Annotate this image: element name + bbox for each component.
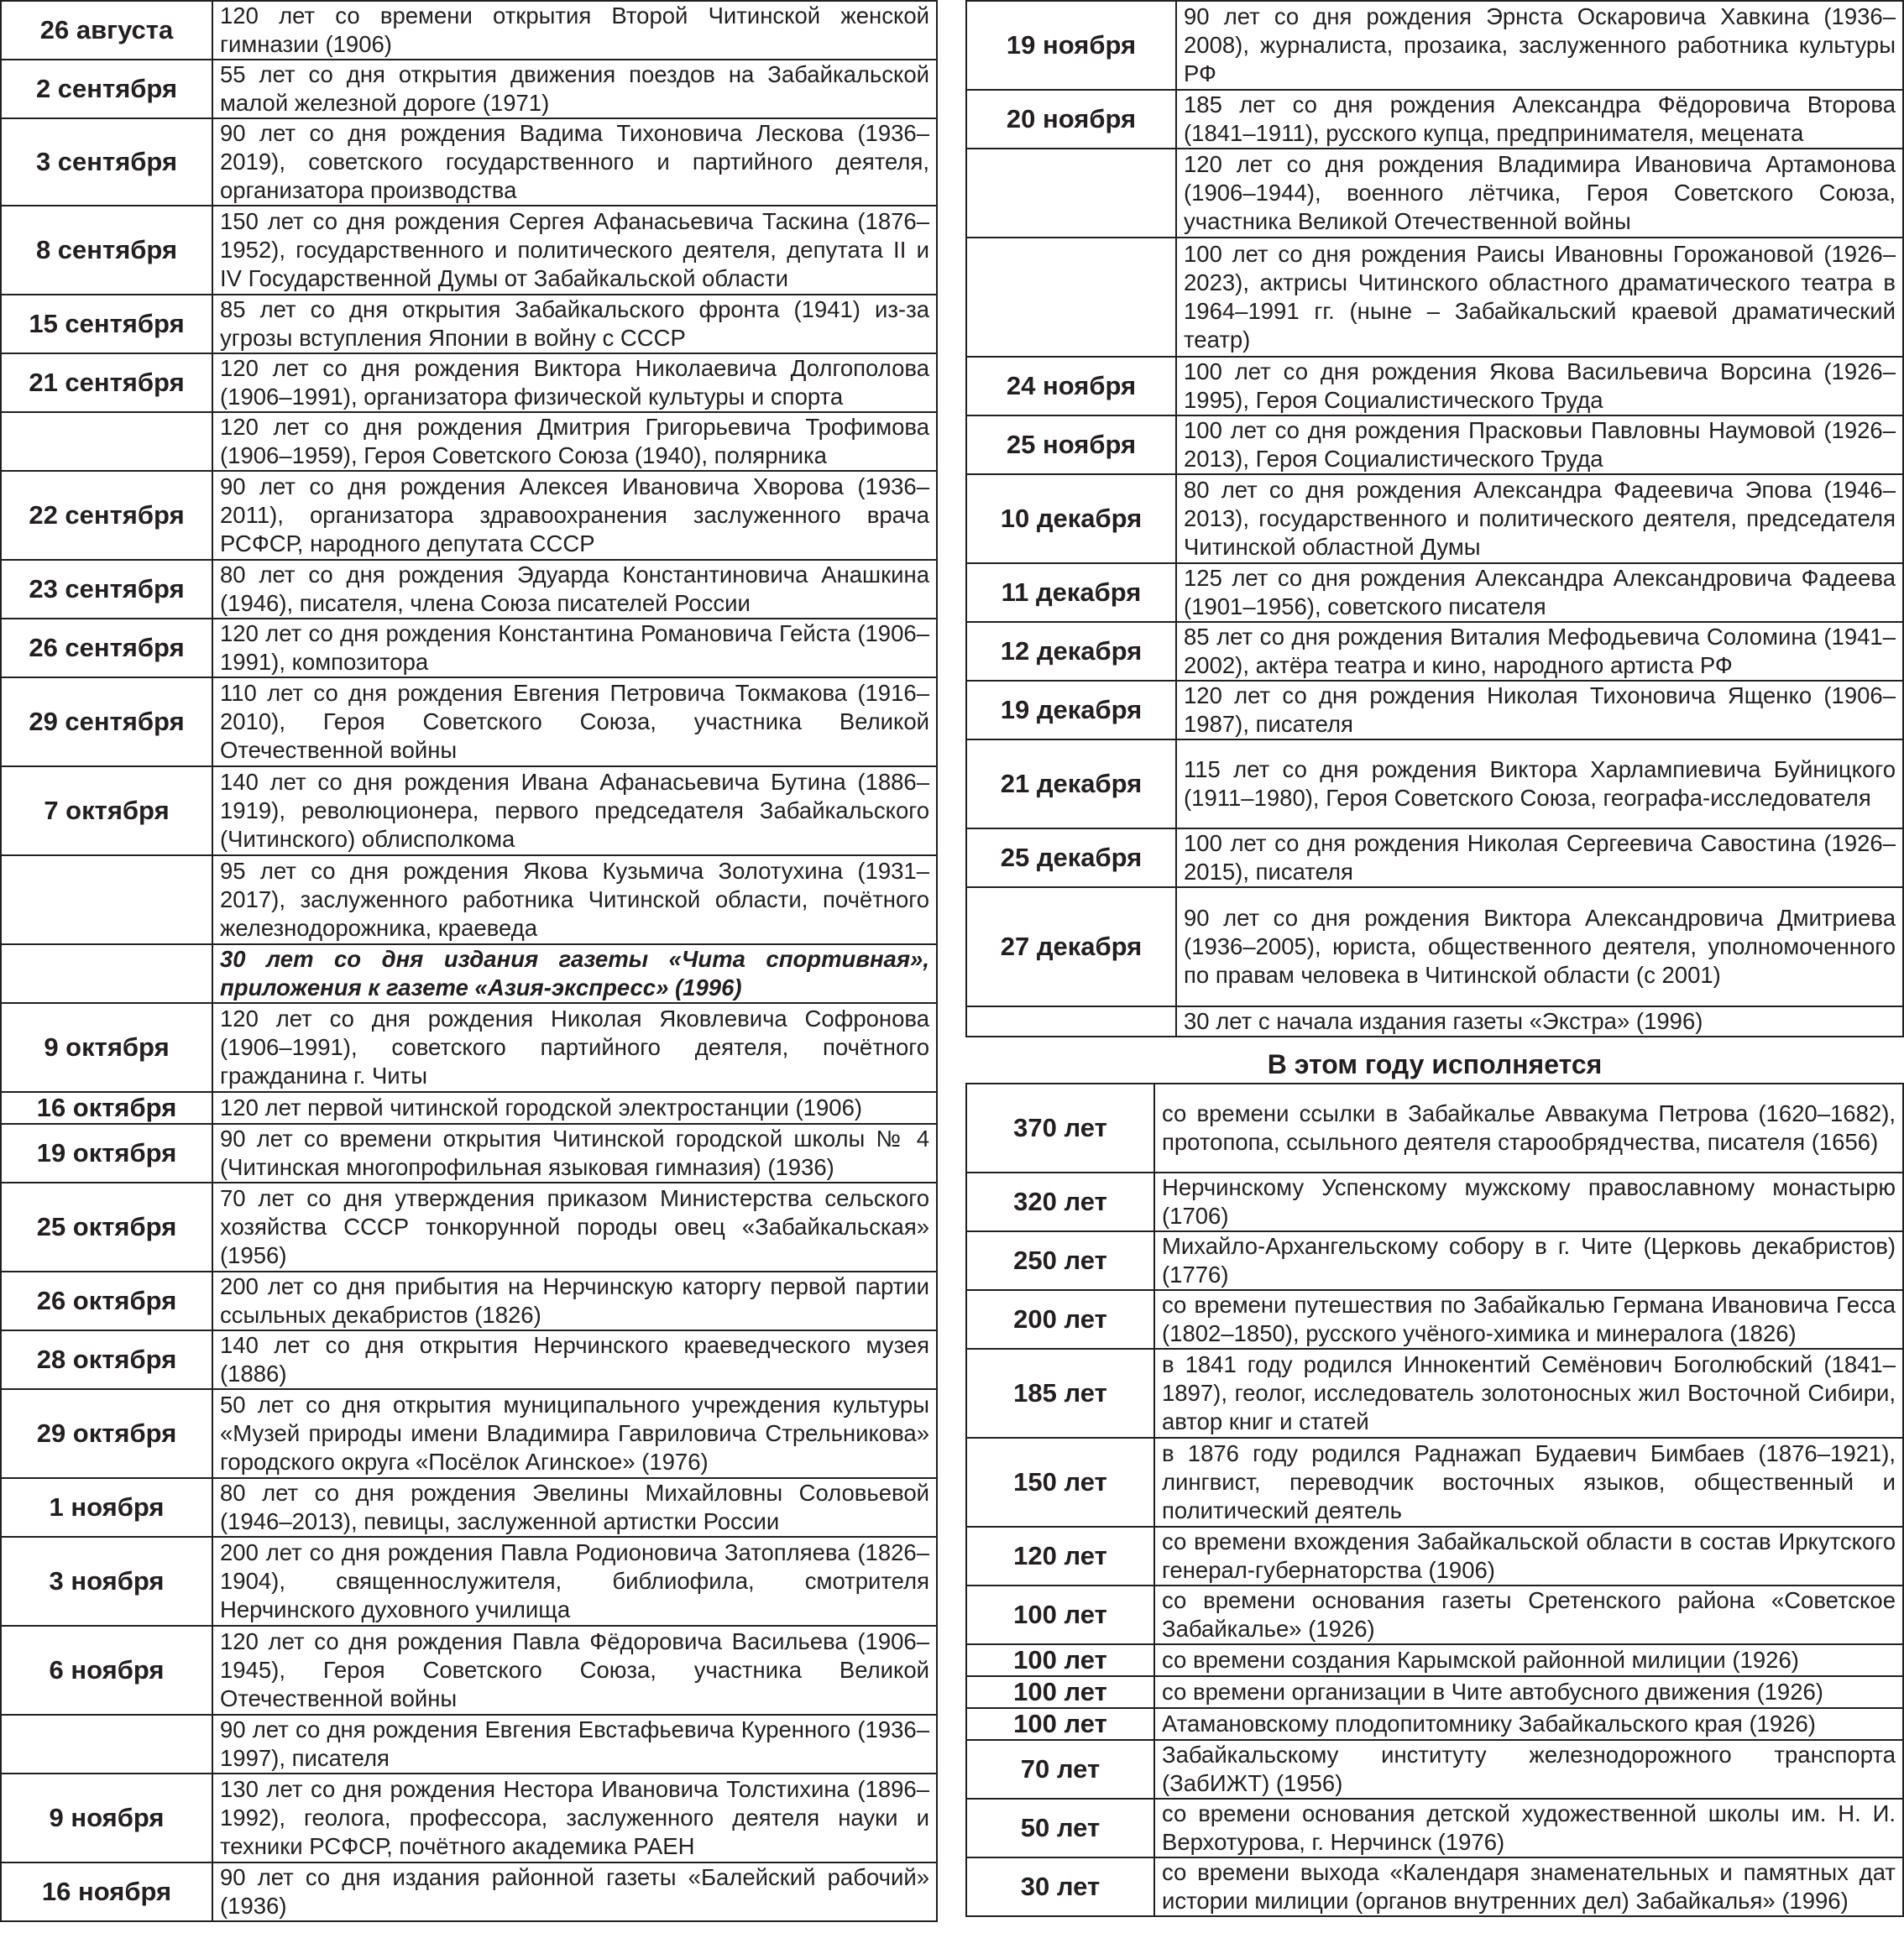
- event-text: Нерчинскому Успенскому мужскому православному монастырю (1706): [1154, 1173, 1903, 1231]
- anniversary-row: [966, 1644, 1903, 1676]
- left-column: [0, 0, 938, 1922]
- event-date: 23 сентября: [1, 560, 212, 619]
- event-date: 26 октября: [1, 1272, 212, 1330]
- event-date: 28 октября: [1, 1330, 212, 1389]
- calendar-row: [1, 471, 937, 560]
- anniversary-row: [966, 1527, 1903, 1586]
- event-date: 20 ноября: [966, 90, 1176, 149]
- event-text: 120 лет со дня рождения Константина Романовича Гейста (1906–1991), композитора: [212, 619, 937, 677]
- calendar-row: [1, 295, 937, 353]
- event-date: 27 декабря: [966, 887, 1176, 1006]
- calendar-row: [1, 1, 937, 60]
- anniversary-row: [966, 1173, 1903, 1231]
- event-date: 29 октября: [1, 1389, 212, 1478]
- event-text: 110 лет со дня рождения Евгения Петровича Токмакова (1916–2010), Героя Советского Союза, участника Великой Отечественной войны: [212, 677, 937, 766]
- event-text: в 1876 году родился Раднажап Будаевич Бимбаев (1876–1921), лингвист, переводчик восточных языков, общественный и политический деятель: [1154, 1438, 1903, 1527]
- calendar-row: [1, 1537, 937, 1626]
- calendar-row: [966, 739, 1903, 828]
- anniversary-years: 250 лет: [966, 1231, 1154, 1290]
- anniversary-years: 50 лет: [966, 1799, 1154, 1857]
- event-text: 85 лет со дня рождения Виталия Мефодьевича Соломина (1941–2002), актёра театра и кино, народного артиста РФ: [1176, 622, 1903, 681]
- calendar-row: [1, 1183, 937, 1272]
- event-text: 90 лет со дня рождения Виктора Александровича Дмитриева (1936–2005), юриста, общественного деятеля, уполномоченного по правам человека в Читинской области (с 2001): [1176, 887, 1903, 1006]
- anniversary-row: [966, 1438, 1903, 1527]
- event-text: 30 лет со дня издания газеты «Чита спортивная», приложения к газете «Азия-экспресс» (1996): [212, 944, 937, 1003]
- event-text: Михайло-Архангельскому собору в г. Чите (Церковь декабристов) (1776): [1154, 1231, 1903, 1290]
- event-date: [966, 238, 1176, 357]
- calendar-row: [966, 149, 1903, 238]
- calendar-row: [1, 944, 937, 1003]
- calendar-row: [1, 560, 937, 619]
- event-text: со времени основания газеты Сретенского района «Советское Забайкалье» (1926): [1154, 1586, 1903, 1644]
- event-text: 120 лет со дня рождения Павла Фёдоровича Васильева (1906–1945), Героя Советского Союза, участника Великой Отечественной войны: [212, 1626, 937, 1715]
- calendar-row: [1, 353, 937, 412]
- event-text: 125 лет со дня рождения Александра Александровича Фадеева (1901–1956), советского писателя: [1176, 563, 1903, 622]
- event-date: 3 сентября: [1, 118, 212, 206]
- event-text: 185 лет со дня рождения Александра Фёдоровича Второва (1841–1911), русского купца, предпринимателя, мецената: [1176, 90, 1903, 149]
- event-text: 100 лет со дня рождения Якова Васильевича Ворсина (1926–1995), Героя Социалистического Труда: [1176, 357, 1903, 415]
- event-text: 140 лет со дня рождения Ивана Афанасьевича Бутина (1886–1919), революционера, первого председателя Забайкальского (Читинского) облисполкома: [212, 766, 937, 855]
- event-date: 21 декабря: [966, 739, 1176, 828]
- calendar-row: [1, 1774, 937, 1862]
- event-text: 90 лет со дня рождения Евгения Евстафьевича Куренного (1936–1997), писателя: [212, 1715, 937, 1774]
- calendar-row: [966, 563, 1903, 622]
- calendar-row: [966, 887, 1903, 1006]
- event-text: 120 лет со дня рождения Виктора Николаевича Долгополова (1906–1991), организатора физической культуры и спорта: [212, 353, 937, 412]
- anniversary-row: [966, 1231, 1903, 1290]
- event-text: 80 лет со дня рождения Эдуарда Константиновича Анашкина (1946), писателя, члена Союза писателей России: [212, 560, 937, 619]
- event-date: 19 декабря: [966, 681, 1176, 739]
- anniversary-years: 120 лет: [966, 1527, 1154, 1586]
- calendar-row: [1, 1092, 937, 1124]
- calendar-row: [1, 766, 937, 855]
- event-text: 120 лет со дня рождения Николая Тихоновича Ященко (1906–1987), писателя: [1176, 681, 1903, 739]
- calendar-row: [1, 619, 937, 677]
- anniversary-table: [965, 1083, 1904, 1917]
- event-text: 200 лет со дня прибытия на Нерчинскую каторгу первой партии ссыльных декабристов (1826): [212, 1272, 937, 1330]
- event-text: Забайкальскому институту железнодорожного транспорта (ЗабИЖТ) (1956): [1154, 1740, 1903, 1799]
- anniversary-years: 370 лет: [966, 1084, 1154, 1173]
- event-text: 130 лет со дня рождения Нестора Ивановича Толстихина (1896–1992), геолога, профессора, заслуженного деятеля науки и техники РСФСР, почётного академика РАЕН: [212, 1774, 937, 1862]
- calendar-row: [966, 1, 1903, 90]
- event-text: со времени ссылки в Забайкалье Аввакума Петрова (1620–1682), протопопа, ссыльного деятеля старообрядчества, писателя (1656): [1154, 1084, 1903, 1173]
- event-text: 140 лет со дня открытия Нерчинского краеведческого музея (1886): [212, 1330, 937, 1389]
- event-date: 21 сентября: [1, 353, 212, 412]
- event-date: 2 сентября: [1, 60, 212, 118]
- calendar-row: [966, 238, 1903, 357]
- event-text: 90 лет со дня рождения Алексея Ивановича Хворова (1936–2011), организатора здравоохранения заслуженного врача РСФСР, народного депутата СССР: [212, 471, 937, 560]
- event-date: 8 сентября: [1, 206, 212, 295]
- event-text: 200 лет со дня рождения Павла Родионовича Затопляева (1826–1904), священнослужителя, библиофила, смотрителя Нерчинского духовного училища: [212, 1537, 937, 1626]
- event-date: 25 декабря: [966, 828, 1176, 887]
- anniversary-years: 200 лет: [966, 1290, 1154, 1349]
- anniversary-row: [966, 1290, 1903, 1349]
- event-date: [966, 149, 1176, 238]
- calendar-row: [966, 357, 1903, 415]
- event-date: 19 октября: [1, 1124, 212, 1183]
- event-text: со времени создания Карымской районной милиции (1926): [1154, 1644, 1903, 1676]
- event-date: 1 ноября: [1, 1478, 212, 1537]
- event-date: 24 ноября: [966, 357, 1176, 415]
- event-text: 115 лет со дня рождения Виктора Харлампиевича Буйницкого (1911–1980), Героя Советского Союза, географа-исследователя: [1176, 739, 1903, 828]
- event-text: 85 лет со дня открытия Забайкальского фронта (1941) из-за угрозы вступления Японии в войну с СССР: [212, 295, 937, 353]
- event-text: 70 лет со дня утверждения приказом Министерства сельского хозяйства СССР тонкорунной породы овец «Забайкальская» (1956): [212, 1183, 937, 1272]
- anniversary-years: 185 лет: [966, 1349, 1154, 1438]
- event-date: 25 октября: [1, 1183, 212, 1272]
- calendar-row: [1, 855, 937, 944]
- calendar-row: [1, 1478, 937, 1537]
- calendar-row: [966, 415, 1903, 474]
- event-text: 100 лет со дня рождения Николая Сергеевича Савостина (1926–2015), писателя: [1176, 828, 1903, 887]
- calendar-row: [1, 1330, 937, 1389]
- event-date: 19 ноября: [966, 1, 1176, 90]
- event-date: 26 августа: [1, 1, 212, 60]
- event-text: 30 лет с начала издания газеты «Экстра» (1996): [1176, 1006, 1903, 1037]
- event-text: 100 лет со дня рождения Прасковьи Павловны Наумовой (1926–2013), Героя Социалистического Труда: [1176, 415, 1903, 474]
- event-date: 29 сентября: [1, 677, 212, 766]
- anniversary-years: 70 лет: [966, 1740, 1154, 1799]
- calendar-row: [966, 474, 1903, 563]
- calendar-row: [966, 828, 1903, 887]
- event-text: 120 лет первой читинской городской электростанции (1906): [212, 1092, 937, 1124]
- event-text: со времени выхода «Календаря знаменательных и памятных дат истории милиции (органов внутренних дел) Забайкалья» (1996): [1154, 1857, 1903, 1916]
- event-date: 25 ноября: [966, 415, 1176, 474]
- calendar-row: [1, 1715, 937, 1774]
- event-date: [1, 855, 212, 944]
- anniversary-years: 30 лет: [966, 1857, 1154, 1916]
- calendar-row: [966, 622, 1903, 681]
- right-calendar-table: [965, 0, 1904, 1037]
- anniversary-row: [966, 1084, 1903, 1173]
- anniversary-years: 100 лет: [966, 1708, 1154, 1740]
- event-date: [966, 1006, 1176, 1037]
- calendar-row: [1, 1626, 937, 1715]
- event-date: 6 ноября: [1, 1626, 212, 1715]
- anniversary-years: 100 лет: [966, 1644, 1154, 1676]
- event-text: 100 лет со дня рождения Раисы Ивановны Горожановой (1926–2023), актрисы Читинского областного драматического театра в 1964–1991 гг. (ныне – Забайкальский краевой драматический театр): [1176, 238, 1903, 357]
- left-calendar-table: [0, 0, 938, 1922]
- event-text: 120 лет со времени открытия Второй Читинской женской гимназии (1906): [212, 1, 937, 60]
- calendar-row: [1, 60, 937, 118]
- event-date: 3 ноября: [1, 1537, 212, 1626]
- event-date: 7 октября: [1, 766, 212, 855]
- event-text: 150 лет со дня рождения Сергея Афанасьевича Таскина (1876–1952), государственного и политического деятеля, депутата II и IV Государственной Думы от Забайкальской области: [212, 206, 937, 295]
- anniversary-row: [966, 1676, 1903, 1708]
- calendar-row: [1, 1124, 937, 1183]
- event-date: [1, 1715, 212, 1774]
- event-text: со времени основания детской художественной школы им. Н. И. Верхотурова, г. Нерчинск (1976): [1154, 1799, 1903, 1857]
- event-date: 16 октября: [1, 1092, 212, 1124]
- event-date: 15 сентября: [1, 295, 212, 353]
- event-text: 120 лет со дня рождения Владимира Ивановича Артамонова (1906–1944), военного лётчика, Героя Советского Союза, участника Великой Отечественной войны: [1176, 149, 1903, 238]
- event-date: 16 ноября: [1, 1862, 212, 1921]
- event-text: 90 лет со дня издания районной газеты «Балейский рабочий» (1936): [212, 1862, 937, 1921]
- calendar-row: [1, 206, 937, 295]
- event-date: 26 сентября: [1, 619, 212, 677]
- anniversary-row: [966, 1708, 1903, 1740]
- event-text: Атамановскому плодопитомнику Забайкальского края (1926): [1154, 1708, 1903, 1740]
- anniversary-row: [966, 1857, 1903, 1916]
- event-date: [1, 944, 212, 1003]
- calendar-row: [966, 90, 1903, 149]
- event-text: 90 лет со времени открытия Читинской городской школы № 4 (Читинская многопрофильная языковая гимназия) (1936): [212, 1124, 937, 1183]
- event-text: 90 лет со дня рождения Эрнста Оскаровича Хавкина (1936–2008), журналиста, прозаика, заслуженного работника культуры РФ: [1176, 1, 1903, 90]
- event-text: 90 лет со дня рождения Вадима Тихоновича Лескова (1936–2019), советского государственного и партийного деятеля, организатора производства: [212, 118, 937, 206]
- calendar-row: [966, 1006, 1903, 1037]
- anniversary-years: 100 лет: [966, 1586, 1154, 1644]
- calendar-row: [1, 118, 937, 206]
- calendar-row: [966, 681, 1903, 739]
- anniversary-years: 150 лет: [966, 1438, 1154, 1527]
- anniversary-row: [966, 1740, 1903, 1799]
- event-text: 120 лет со дня рождения Николая Яковлевича Софронова (1906–1991), советского партийного деятеля, почётного гражданина г. Читы: [212, 1003, 937, 1092]
- event-date: [1, 412, 212, 471]
- event-text: 80 лет со дня рождения Эвелины Михайловны Соловьевой (1946–2013), певицы, заслуженной артистки России: [212, 1478, 937, 1537]
- event-text: 55 лет со дня открытия движения поездов на Забайкальской малой железной дороге (1971): [212, 60, 937, 118]
- event-date: 22 сентября: [1, 471, 212, 560]
- event-date: 9 ноября: [1, 1774, 212, 1862]
- calendar-row: [1, 1389, 937, 1478]
- calendar-row: [1, 412, 937, 471]
- event-text: со времени вхождения Забайкальской области в состав Иркутского генерал-губернаторства (1906): [1154, 1527, 1903, 1586]
- event-date: 12 декабря: [966, 622, 1176, 681]
- event-text: 80 лет со дня рождения Александра Фадеевича Эпова (1946–2013), государственного и политического деятеля, председателя Читинской областной Думы: [1176, 474, 1903, 563]
- event-text: 95 лет со дня рождения Якова Кузьмича Золотухина (1931–2017), заслуженного работника Читинской области, почётного железнодорожника, краеведа: [212, 855, 937, 944]
- event-text: в 1841 году родился Иннокентий Семёнович Боголюбский (1841–1897), геолог, исследователь золотоносных жил Восточной Сибири, автор книг и статей: [1154, 1349, 1903, 1438]
- calendar-row: [1, 677, 937, 766]
- anniversary-years: 320 лет: [966, 1173, 1154, 1231]
- event-date: 9 октября: [1, 1003, 212, 1092]
- event-text: со времени путешествия по Забайкалью Германа Ивановича Гесса (1802–1850), русского учёного-химика и минералога (1826): [1154, 1290, 1903, 1349]
- right-column: [965, 0, 1904, 1917]
- calendar-row: [1, 1862, 937, 1921]
- anniversary-row: [966, 1799, 1903, 1857]
- calendar-row: [1, 1003, 937, 1092]
- anniversary-years: 100 лет: [966, 1676, 1154, 1708]
- section-heading: В этом году исполняется: [1267, 1049, 1603, 1079]
- event-text: 50 лет со дня открытия муниципального учреждения культуры «Музей природы имени Владимира Гавриловича Стрельникова» городского округа «Посёлок Агинское» (1976): [212, 1389, 937, 1478]
- anniversary-row: [966, 1586, 1903, 1644]
- anniversary-row: [966, 1349, 1903, 1438]
- event-text: 120 лет со дня рождения Дмитрия Григорьевича Трофимова (1906–1959), Героя Советского Союза (1940), полярника: [212, 412, 937, 471]
- event-text: со времени организации в Чите автобусного движения (1926): [1154, 1676, 1903, 1708]
- calendar-row: [1, 1272, 937, 1330]
- event-date: 11 декабря: [966, 563, 1176, 622]
- event-date: 10 декабря: [966, 474, 1176, 563]
